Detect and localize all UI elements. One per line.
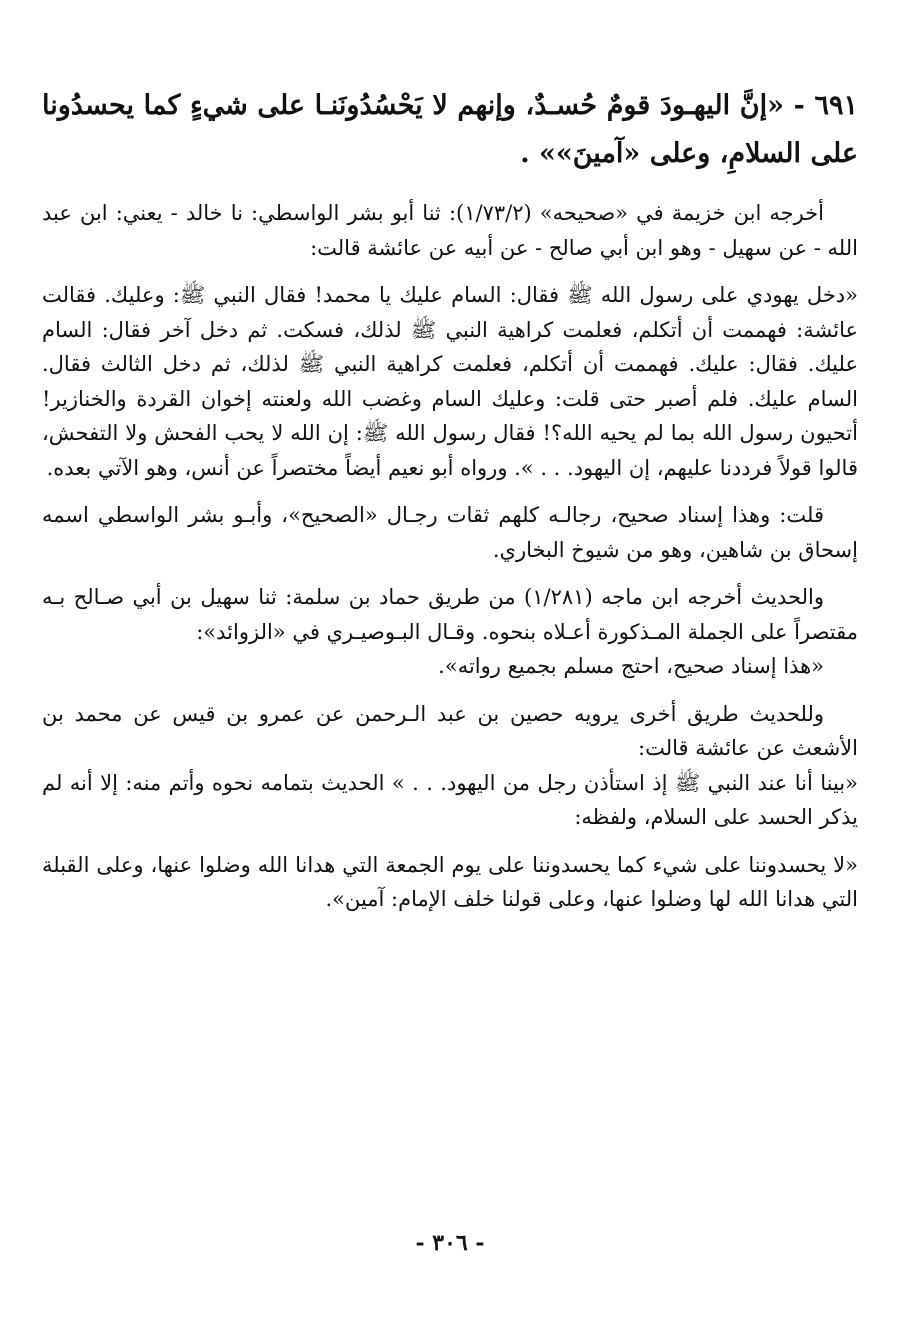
other-route-paragraph: وللحديث طريق أخرى يرويه حصين بن عبد الـرحمن عن عمرو بن قيس عن محمد بن الأشعث عن عائشة قالت:	[42, 701, 858, 760]
isnad-comment-paragraph: قلت: وهذا إسناد صحيح، رجالـه كلهم ثقات رجـال «الصحيح»، وأبـو بشر الواسطي اسمه إسحاق بن شاهين، وهو من شيوخ البخاري.	[42, 503, 858, 562]
other-route-quote: «بينا أنا عند النبي ﷺ إذ استأذن رجل من اليهود. . . » الحديث بتمامه نحوه وأتم منه: إلا أنه لم يذكر الحسد على السلام، ولفظه:	[42, 770, 858, 829]
page-number: - ٣٠٦ -	[415, 1230, 485, 1256]
ibn-majah-paragraph: والحديث أخرجه ابن ماجه (١/٢٨١) من طريق حماد بن سلمة: ثنا سهيل بن أبي صـالح بـه مقتصراً على الجملة المـذكورة أعـلاه بنحوه. وقـال البـوصيـري في «الزوائد»:	[42, 585, 858, 644]
page-body	[42, 82, 858, 930]
final-hadith-text: «لا يحسدوننا على شيء كما يحسدوننا على يوم الجمعة التي هدانا الله وضلوا عنها، وعلى القبلة التي هدانا الله لها وضلوا عنها، وعلى قولنا خلف الإمام: آمين».	[42, 852, 858, 911]
takhrij-paragraph: أخرجه ابن خزيمة في «صحيحه» (١/٧٣/٢): ثنا أبو بشر الواسطي: نا خالد - يعني: ابن عبد الله - عن سهيل - وهو ابن أبي صالح - عن أبيه عن عائشة قالت:	[42, 201, 858, 260]
hadith-heading: ٦٩١ - «إنَّ اليهـودَ قومٌ حُسـدٌ، وإنهم لا يَحْسُدُونَنـا على شيءٍ كما يحسدُونا على السلامِ، وعلى «آمينَ»» .	[42, 90, 858, 169]
busiri-quote: «هذا إسناد صحيح، احتج مسلم بجميع رواته».	[438, 654, 824, 678]
hadith-text-paragraph: «دخل يهودي على رسول الله ﷺ فقال: السام عليك يا محمد! فقال النبي ﷺ: وعليك. فقالت عائشة: فهممت أن أتكلم، فعلمت كراهية النبي ﷺ لذلك، فسكت. ثم دخل آخر فقال: السام عليك. فقال: عليك. فهممت أن أتكلم، فعلمت كراهية النبي ﷺ لذلك، ثم دخل الثالث فقال. السام عليك. فلم أصبر حتى قلت: وعليك السام وغضب الله ولعنته إخوان القردة والخنازير! أتحيون رسول الله بما لم يحيه الله؟! فقال رسول الله ﷺ: إن الله لا يحب الفحش ولا التفحش، قالوا قولاً فرددنا عليهم، إن اليهود. . . ». ورواه أبو نعيم أيضاً مختصراً عن أنس، وهو الآتي بعده.	[42, 283, 858, 480]
